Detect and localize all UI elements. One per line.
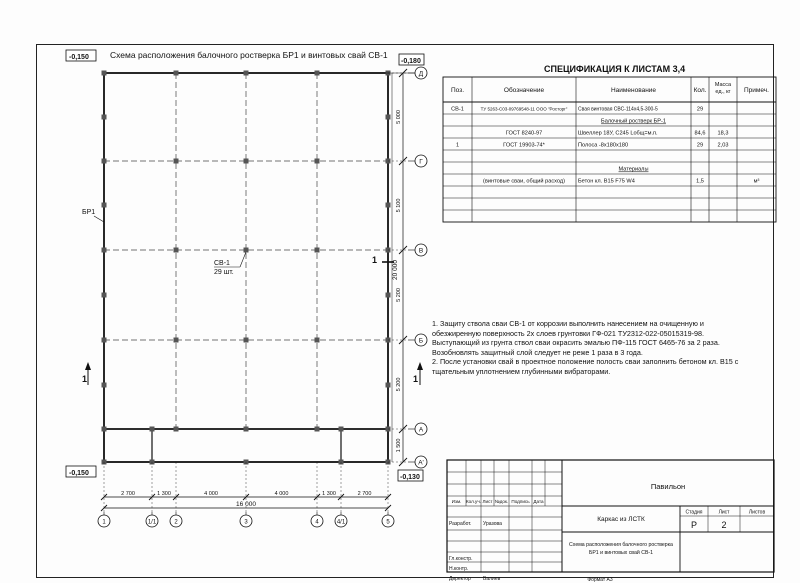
spec-cell: 18,3 [717,130,729,137]
note-line: обезжиренную поверхность 2х слоев грунтовки ГФ-021 ТУ2312-022-05015319-98. [432,328,705,338]
pile-marker [174,427,179,432]
spec-cell: м³ [753,178,760,185]
row-dimension: 5 200 [396,377,402,392]
spec-cell: ГОСТ 19903-74* [503,142,545,149]
spec-cell: Полоса -8х180х180 [578,142,629,149]
column-axis-label: 2 [174,519,178,526]
pile-marker [315,159,320,164]
spec-header: Обозначение [503,87,545,94]
spec-table [443,77,776,222]
title-block [447,460,774,583]
pile-marker [102,71,107,76]
spec-cell: 84,6 [694,130,706,137]
spec-cell: СВ-1 [451,106,464,113]
title-block-role: Директор [449,576,471,582]
spec-header: Масса [714,82,732,88]
note-line: Выступающий из грунта ствол сваи окрасить эмалью ПФ-115 ГОСТ 6465-76 за 2 раза. [432,338,720,348]
pile-marker [174,338,179,343]
pile-marker [244,159,249,164]
title-block-col-header: Изм. [451,499,462,504]
column-axis-label: 5 [386,519,390,526]
column-axis-label: 1 [102,519,106,526]
section-arrow-left-icon [85,362,91,370]
spec-cell: 29 [696,142,704,149]
row-dimensions [396,110,402,452]
beam-label: БР1 [82,209,96,216]
row-axis-label: Д [418,70,424,78]
pile-marker [386,383,391,388]
pile-count: 29 шт. [214,269,234,276]
elevation-bottom-left: -0,150 [69,470,89,477]
pile-marker [102,203,107,208]
section-mark-left-label: 1 [82,374,88,384]
pile-marker [315,71,320,76]
spec-header: ед., кг [715,89,731,95]
column-dimension: 2 700 [357,491,372,497]
note-line: 1. Защиту ствола сваи СВ-1 от коррозии выполнить нанесением на очищенную и [432,319,704,328]
spec-cell: Балочный ростверк БР-1 [601,118,666,125]
column-dimension: 4 000 [204,491,218,497]
pile-marker [150,427,155,432]
pile-marker [315,248,320,253]
spec-cell: 1 [455,142,460,149]
column-dimension: 1 300 [322,491,336,497]
column-axis-label: 3 [244,519,248,526]
title-block-col-header: Подпись [511,499,530,504]
title-block-role: Гл.констр. [449,556,473,562]
sheet-label: Лист [718,509,730,516]
spec-cell: Свая винтовая СВС-114х4,5-300-5 [578,106,658,113]
pile-marker [102,338,107,343]
sheet-name: БР1 и винтовых свай СВ-1 [588,550,654,556]
row-dimension: 1 500 [396,438,402,453]
pile-marker [315,427,320,432]
row-axis-label: Г [419,158,423,166]
row-axis-bubbles [408,67,427,468]
pile-marker [174,248,179,253]
object-name: Каркас из ЛСТК [597,516,645,523]
row-axis-label: А [418,426,424,434]
sheet-format: Формат А3 [587,577,613,583]
pile-marker [244,338,249,343]
plan-title: Схема расположения балочного ростверка БР1 и винтовых свай СВ-1 [110,50,388,60]
pile-marker [102,115,107,120]
spec-title: СПЕЦИФИКАЦИЯ К ЛИСТАМ 3,4 [544,64,686,74]
title-block-role: Разработ. [449,521,472,527]
general-notes [432,319,782,377]
pile-marker [386,115,391,120]
pile-marker [244,248,249,253]
elevation-top-left: -0,150 [69,54,89,61]
project-name: Павильон [650,482,686,491]
pile-marker [339,427,344,432]
pile-label: СВ-1 [214,260,230,267]
pile-marker [102,293,107,298]
spec-cell: Материалы [618,166,649,173]
elevation-top-right: -0,180 [401,58,421,65]
sheet-value: 2 [721,520,727,530]
row-dimension: 5 000 [396,110,402,124]
title-block-col-header: №док. [494,499,509,504]
row-axis-label: Б [418,337,424,345]
pile-marker [386,203,391,208]
section-mark-label: 1 [372,255,378,265]
pile-leader [240,252,246,267]
title-block-name: Уразова [483,521,502,527]
row-axis-label: А' [418,459,424,467]
title-block-name: Валиев [483,576,501,582]
pile-marker [244,71,249,76]
row-dimension: 5 200 [396,288,402,302]
spec-header: Наименование [610,87,657,94]
section-arrow-right-icon [417,362,423,370]
spec-cell: 29 [696,106,704,113]
spec-cell: ТУ 5263-С03-09769548-11 ООО "Росторг" [480,106,568,112]
pile-marker [315,338,320,343]
sheet-name: Схема расположения балочного ростверка [569,542,673,548]
spec-header: Поз. [451,87,464,94]
title-block-role: Н.контр. [449,566,469,572]
spec-cell: Швеллер 18У, С245 Lобщ=м.п. [578,130,658,137]
note-line: тщательным уплотнением глубинными вибраторами. [432,366,611,376]
sheets-label: Листов [748,509,766,516]
spec-cell: Бетон кл. В15 F75 W4 [578,178,635,185]
spec-border [443,77,776,222]
spec-cell: 1,5 [696,178,704,185]
pile-marker [244,427,249,432]
note-line: 2. После установки свай в проектное положение полость сваи заполнить бетоном кл. В15 с [432,357,739,367]
note-line: Возобновлять защитный слой следует не реже 1 раза в 3 года. [432,347,643,357]
pile-marker [102,159,107,164]
pile-marker [102,427,107,432]
title-block-col-header: Дата [533,499,544,504]
column-dimension: 2 700 [121,491,135,497]
spec-header: Примеч. [744,87,769,94]
total-width-dimension: 16 000 [236,501,256,508]
column-axis-bubbles [98,512,394,527]
column-dimension: 4 000 [274,491,289,497]
pile-marker [102,248,107,253]
section-mark-right-label: 1 [413,374,419,384]
column-dimension: 1 300 [157,491,171,497]
spec-cell: (винтовые сваи, общий расход) [483,178,565,185]
stage-label: Стадия [685,509,703,516]
total-height-dimension: 20 000 [392,260,399,280]
spec-cell: ГОСТ 8240-97 [505,130,543,137]
spec-cell: 2,03 [717,142,729,149]
row-axis-label: В [418,247,424,255]
column-axis-label: 4 [315,519,319,526]
title-block-col-header: Кол.уч. [465,499,482,504]
title-block-col-header: Лист [482,499,493,504]
beam-leader [94,216,104,222]
row-dimension: 5 100 [396,198,402,213]
pile-marker [102,383,107,388]
spec-header: Кол. [693,87,707,94]
stage-value: Р [690,520,698,530]
pile-marker [174,71,179,76]
pile-marker [386,293,391,298]
column-axis-label: 1/1 [147,519,157,526]
column-axis-label: 4/1 [336,519,346,526]
pile-marker [174,159,179,164]
elevation-bottom-right: -0,130 [400,474,420,481]
